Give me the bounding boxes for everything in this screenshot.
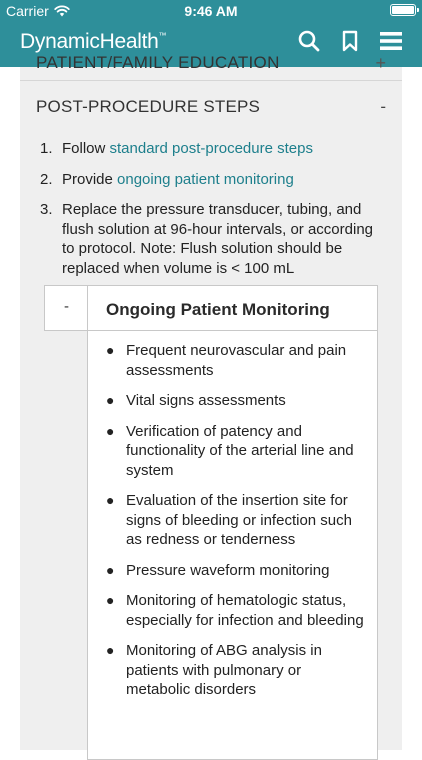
list-item	[40, 170, 386, 190]
section-title: PATIENT/FAMILY EDUCATION	[36, 53, 280, 72]
ongoing-patient-monitoring-link[interactable]: ongoing patient monitoring	[117, 170, 294, 188]
section-panel	[20, 53, 402, 750]
list-item	[106, 391, 365, 411]
battery-icon	[390, 4, 416, 16]
list-item	[106, 561, 365, 581]
list-item	[106, 491, 365, 550]
bookmark-icon[interactable]	[342, 30, 358, 52]
status-time: 9:46 AM	[184, 3, 238, 19]
search-icon[interactable]	[298, 30, 320, 52]
section-title: POST-PROCEDURE STEPS	[36, 97, 261, 116]
step-text	[62, 139, 313, 159]
steps-list	[40, 139, 386, 289]
list-item	[106, 641, 365, 700]
carrier-label: Carrier	[6, 3, 49, 19]
bullet-dot: ●	[106, 392, 115, 408]
subsection-title: Ongoing Patient Monitoring	[88, 286, 377, 331]
bullet-text: Vital signs assessments	[126, 392, 286, 409]
bullet-text: Monitoring of hematologic status, especially for infection and bleeding	[126, 592, 364, 629]
list-item	[106, 422, 365, 481]
bullet-text: Verification of patency and functionality of the arterial line and system	[126, 422, 354, 479]
step-lead-text: Follow	[62, 140, 110, 157]
list-item	[106, 341, 365, 380]
step-text	[62, 170, 294, 190]
section-header-patient-family-education[interactable]	[20, 53, 402, 81]
section-header-post-procedure-steps[interactable]	[20, 81, 402, 131]
list-item	[40, 200, 386, 278]
bullet-dot: ●	[106, 642, 115, 658]
step-number: 2.	[40, 170, 53, 188]
bullet-dot: ●	[106, 592, 115, 608]
logo-text: DynamicHealth	[20, 30, 159, 53]
step-lead-text: Provide	[62, 170, 118, 188]
bullet-dot: ●	[106, 422, 115, 439]
step-number: 3.	[40, 201, 53, 218]
bullet-dot: ●	[106, 561, 115, 578]
subsection-collapse-toggle[interactable]: -	[44, 285, 88, 331]
step-text: Replace the pressure transducer, tubing, and flush solution at 96-hour intervals, or according to protocol. Note: Flush solution should be replaced when volume is < 100 mL	[62, 201, 374, 277]
bullet-text: Monitoring of ABG analysis in patients with pulmonary or metabolic disorders	[126, 642, 322, 698]
app-logo[interactable]	[20, 30, 166, 54]
list-item	[40, 139, 386, 159]
standard-post-procedure-steps-link[interactable]: standard post-procedure steps	[109, 140, 313, 157]
bullet-text: Evaluation of the insertion site for signs of bleeding or infection such as redness or tenderness	[126, 492, 352, 548]
monitoring-list	[88, 331, 377, 700]
menu-icon[interactable]	[380, 30, 402, 52]
list-item	[106, 591, 365, 630]
ongoing-patient-monitoring-card	[87, 285, 378, 760]
bullet-text: Frequent neurovascular and pain assessments	[126, 342, 347, 379]
bullet-text: Pressure waveform monitoring	[126, 561, 330, 579]
status-bar	[0, 0, 422, 22]
bullet-dot: ●	[106, 492, 115, 508]
expand-toggle[interactable]: +	[375, 53, 386, 73]
step-number: 1.	[40, 140, 53, 157]
collapse-toggle[interactable]: -	[380, 97, 386, 116]
logo-trademark: ™	[158, 31, 167, 40]
content-area[interactable]	[0, 53, 422, 750]
bullet-dot: ●	[106, 342, 115, 358]
